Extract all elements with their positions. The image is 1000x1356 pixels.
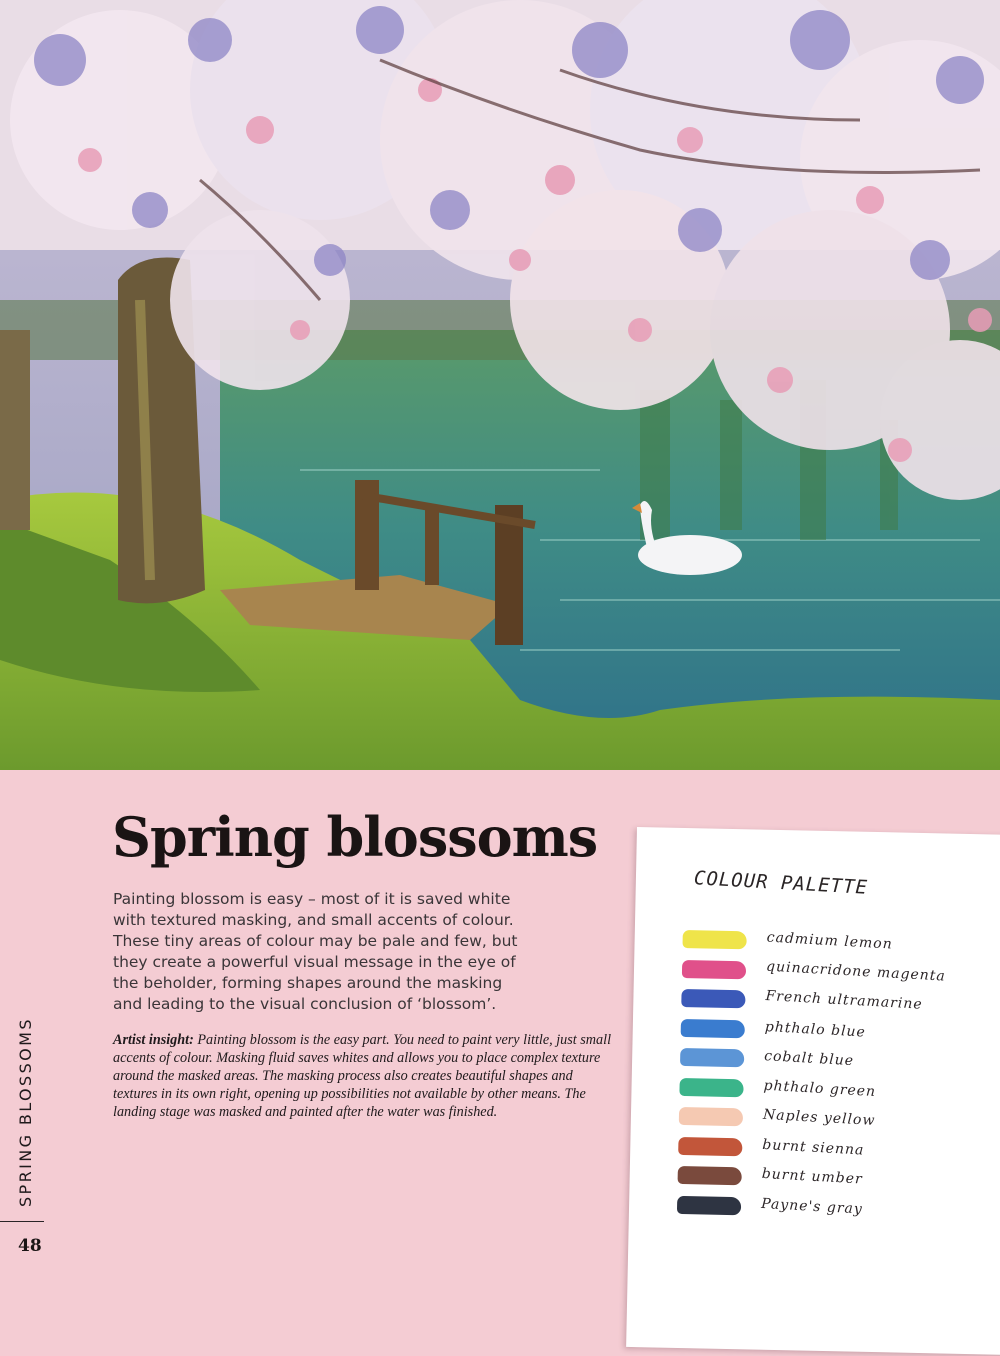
colour-name: French ultramarine	[765, 987, 924, 1013]
palette-item	[630, 1132, 1000, 1166]
artist-insight	[113, 1031, 618, 1121]
colour-name: phthalo blue	[764, 1018, 867, 1041]
colour-swatch	[681, 1018, 745, 1037]
colour-swatch	[679, 1107, 743, 1126]
palette-item	[629, 1191, 1000, 1225]
palette-heading: COLOUR PALETTE	[693, 867, 869, 899]
palette-item	[631, 1073, 1000, 1107]
insight-text: Painting blossom is the easy part. You need to paint very little, just small accents of colour. Masking fluid saves whites and allows you to place complex texture around the masked areas. The masking process also creates beautiful shapes and textures in its own right, opening up possibilities not available by other means. The landing stage was masked and painted after the water was finished.	[113, 1032, 612, 1120]
intro-paragraph: Painting blossom is easy – most of it is saved white with textured masking, and small accents of colour. These tiny areas of colour may be pale and few, but they create a powerful visual message in the eye of the beholder, forming shapes around the masking and leading to the visual conclusion of ‘blossom’.	[113, 890, 518, 1013]
insight-label: Artist insight:	[113, 1032, 194, 1048]
palette-item	[629, 1162, 1000, 1196]
palette-item	[633, 1014, 1000, 1048]
colour-swatch	[682, 959, 746, 978]
colour-name: quinacridone magenta	[765, 958, 947, 985]
colour-swatch	[677, 1195, 741, 1214]
page-number: 48	[18, 1236, 42, 1256]
colour-name: cobalt blue	[763, 1048, 855, 1070]
divider	[0, 1221, 44, 1222]
colour-swatch	[680, 1048, 744, 1067]
page-title: Spring blossoms	[112, 805, 598, 869]
section-label: SPRING BLOSSOMS	[16, 1017, 35, 1207]
colour-swatch	[681, 989, 745, 1008]
colour-name: burnt umber	[761, 1165, 864, 1188]
colour-name: Payne's gray	[760, 1195, 864, 1218]
colour-palette-card	[626, 827, 1000, 1356]
palette-item	[634, 955, 1000, 989]
colour-swatch	[678, 1166, 742, 1185]
colour-name: phthalo green	[763, 1077, 877, 1100]
palette-item	[632, 1044, 1000, 1078]
colour-name: Naples yellow	[762, 1106, 876, 1130]
palette-item	[633, 985, 1000, 1019]
colour-name: cadmium lemon	[766, 929, 894, 953]
colour-swatch	[682, 930, 746, 949]
palette-item	[631, 1103, 1000, 1137]
colour-swatch	[679, 1077, 743, 1096]
colour-name: burnt sienna	[761, 1136, 865, 1159]
colour-swatch	[678, 1136, 742, 1155]
palette-item	[634, 926, 1000, 960]
